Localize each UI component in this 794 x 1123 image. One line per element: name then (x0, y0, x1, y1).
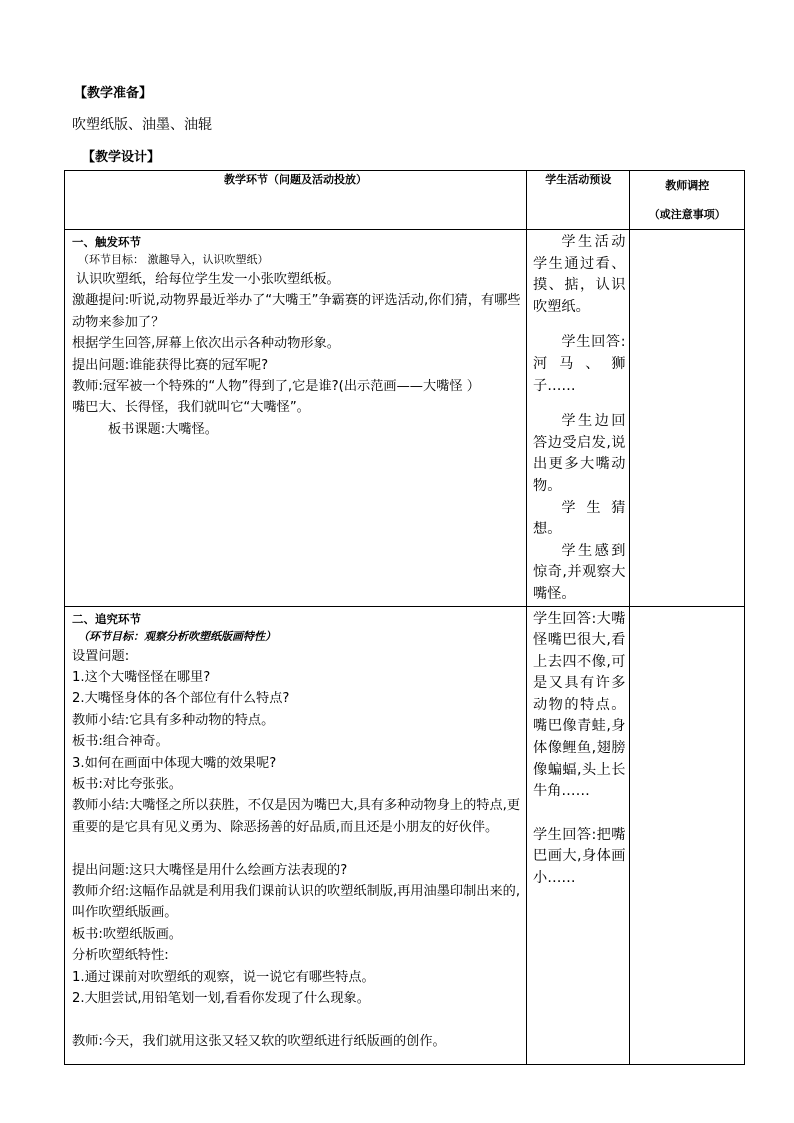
section2-content (65, 606, 527, 1064)
section1-line: 激趣提问:听说,动物界最近举办了“大嘴王”争霸赛的评选活动,你们猜，有哪些动物来参加了？ (72, 293, 521, 330)
section2-line: 板书:对比夸张张。 (72, 776, 182, 792)
section1-goal: （环节目标： 激趣导入，认识吹塑纸） (78, 253, 269, 266)
section1-line: 提出问题:谁能获得比赛的冠军呢? (72, 357, 269, 373)
section2-line: 提出问题:这只大嘴怪是用什么绘画方法表现的? (72, 862, 348, 878)
table-row (65, 230, 745, 607)
section2-line: 1.这个大嘴怪怪在哪里? (72, 669, 211, 685)
section2-line: 2.大胆尝试,用铅笔划一划,看看你发现了什么现象。 (72, 990, 370, 1006)
section1-student-item: 学生边回答边受启发,说出更多大嘴动物。 (533, 413, 626, 494)
header-teacher-control-line1: 教师调控 (665, 179, 710, 192)
section1-student-item: 学生活动学生通过看、摸、掂，认识吹塑纸。 (533, 234, 626, 315)
header-teacher-control (630, 171, 745, 230)
section1-line: 嘴巴大、长得怪，我们就叫它“大嘴怪”。 (72, 400, 310, 416)
section2-title: 二、追究环节 (72, 611, 141, 626)
section2-line: 教师小结:它具有多种动物的特点。 (72, 712, 275, 728)
table-row (65, 606, 745, 1064)
section2-line: 板书:组合神奇。 (72, 734, 169, 750)
prep-heading: 【教学准备】 (74, 86, 153, 101)
section2-line: 1.通过课前对吹塑纸的观察，说一说它有哪些特点。 (72, 969, 375, 985)
section2-line: 设置问题: (72, 648, 130, 664)
section2-line: 教师小结:大嘴怪之所以获胜，不仅是因为嘴巴大,具有多种动物身上的特点,更重要的是它具有见义勇为、除恶扬善的好品质,而且还是小朋友的好伙伴。 (72, 798, 521, 835)
header-stage: 教学环节（问题及活动投放） (65, 171, 527, 230)
section2-line: 教师介绍:这幅作品就是利用我们课前认识的吹塑纸制版,再用油墨印制出来的,叫作吹塑纸版画。 (72, 883, 521, 921)
lesson-table (64, 170, 745, 1065)
section1-teacher-notes (630, 230, 745, 607)
section2-blank (72, 1009, 522, 1030)
section2-student (527, 606, 630, 1064)
section1-line: 教师:冠军被一个特殊的“人物”得到了,它是谁?(出示范画——大嘴怪 ） (72, 379, 480, 395)
section1-student-item: 学生感到惊奇,并观察大嘴怪。 (533, 542, 626, 602)
section1-content (65, 230, 527, 607)
section1-line: 板书课题:大嘴怪。 (108, 421, 218, 437)
section2-student-item: 学生回答:大嘴怪嘴巴很大,看上去四不像,可是又具有许多动物的特点。嘴巴像青蛙,身体像鲤鱼,翅膀像蝙蝠,头上长牛角…… (533, 610, 626, 800)
section2-student-item: 学生回答:把嘴巴画大,身体画小…… (533, 826, 626, 887)
section2-goal: （环节目标：观察分析吹塑纸版画特性） (78, 629, 276, 643)
section2-line: 板书:吹塑纸版画。 (72, 926, 182, 942)
section2-line: 教师:今天，我们就用这张又轻又软的吹塑纸进行纸版画的创作。 (72, 1033, 446, 1049)
section2-line: 2.大嘴怪身体的各个部位有什么特点? (72, 691, 290, 707)
section1-title: 一、触发环节 (72, 235, 141, 249)
design-heading: 【教学设计】 (82, 150, 161, 165)
section1-line: 认识吹塑纸，给每位学生发一小张吹塑纸板。 (76, 272, 340, 287)
section1-line: 根据学生回答,屏幕上依次出示各种动物形象。 (72, 336, 340, 352)
section1-student-item: 学生回答:河马、狮子…… (533, 334, 626, 394)
section2-teacher-notes (630, 606, 745, 1064)
header-student-activity: 学生活动预设 (527, 171, 630, 230)
header-teacher-control-line2: （或注意事项） (648, 208, 726, 221)
section1-student (527, 230, 630, 607)
section2-line: 分析吹塑纸特性: (72, 948, 169, 964)
section1-student-item: 学生猜想。 (533, 499, 626, 538)
section2-blank (72, 838, 522, 859)
table-header-row (65, 171, 745, 230)
prep-materials: 吹塑纸版、油墨、油辊 (72, 117, 212, 133)
section2-line: 3.如何在画面中体现大嘴的效果呢? (72, 755, 277, 771)
